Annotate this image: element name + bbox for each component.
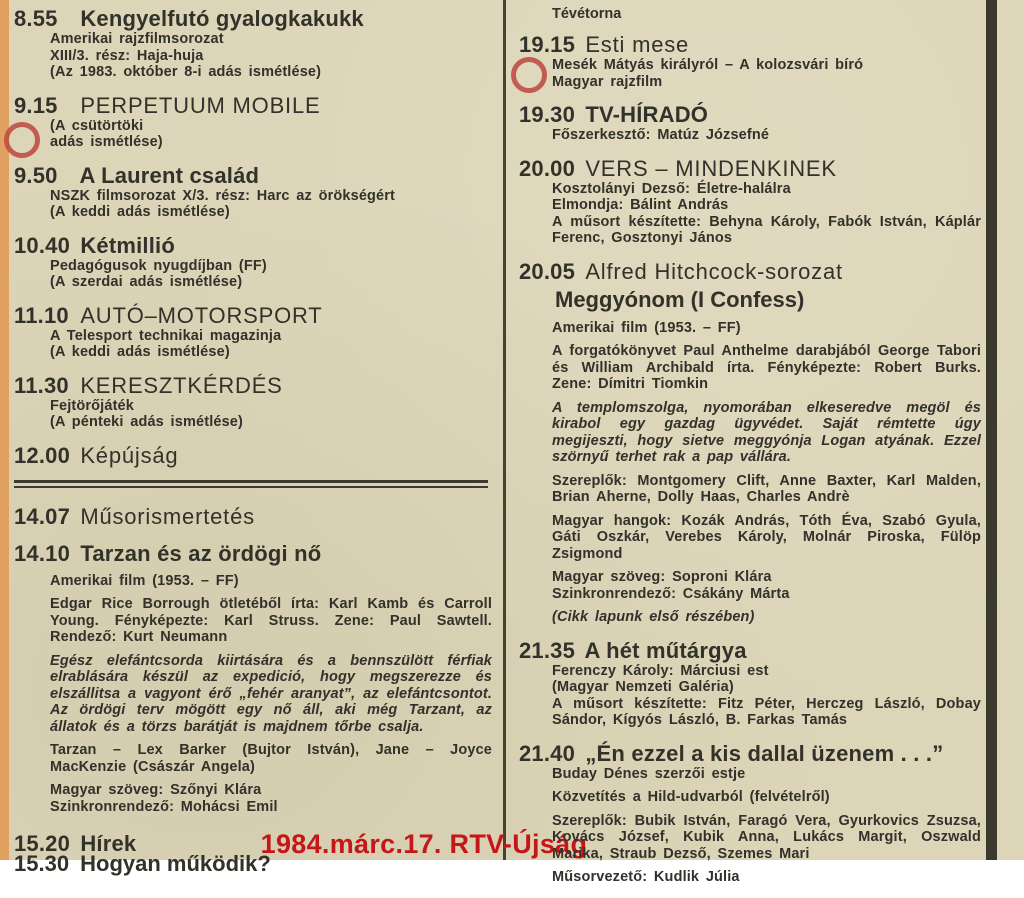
program-entry xyxy=(519,741,981,886)
program-time: 20.00 xyxy=(519,155,576,181)
program-head xyxy=(14,163,492,188)
program-detail: Közvetítés a Hild-udvarból (felvételről) xyxy=(552,789,830,805)
previous-entry-tail: Tévétorna xyxy=(552,6,622,22)
program-detail: Főszerkesztő: Matúz Józsefné xyxy=(552,127,770,143)
program-time: 15.30 xyxy=(14,851,70,876)
date-caption: 1984.márc.17. RTV-Újság xyxy=(260,829,588,859)
program-time: 11.30 xyxy=(14,372,69,398)
section-divider-rule xyxy=(14,480,488,488)
program-detail: Buday Dénes szerzői estje xyxy=(552,765,746,782)
program-cast: Szereplők: Montgomery Clift, Anne Baxter, Karl Malden, Brian Aherne, Dolly Haas, Charles Andrè xyxy=(552,472,981,505)
program-time: 20.05 xyxy=(519,258,576,284)
program-detail: (A csütörtöki xyxy=(50,117,144,134)
clipped-program-line xyxy=(14,851,492,877)
program-entry xyxy=(14,233,492,291)
program-time: 15.20 xyxy=(14,831,71,856)
program-head xyxy=(14,504,492,529)
program-time: 10.40 xyxy=(14,232,71,258)
program-credits: Edgar Rice Borrough ötletéből írta: Karl Kamb és Carroll Young. Fényképezte: Karl Struss. Zene: Paul Sawtell. Rendező: Kurt Neumann xyxy=(50,596,492,645)
program-time: 19.15 xyxy=(519,32,576,57)
program-detail: (A keddi adás ismétlése) xyxy=(50,204,230,220)
program-synopsis: Egész elefántcsorda kiirtására és a bennszülött férfiak elrablására készül az expedició, hogy megszerezze és elszállitsa a vagyont érő „fehér aranyat”, az elefántcsontot. Az ördögi terv mögött egy nő áll, aki még Tarzant, az állatok és a törzs barátját is majdnem tőrbe csalja. xyxy=(50,652,492,735)
program-detail: Ferenczy Károly: Márciusi est xyxy=(552,662,769,679)
program-title: Képújság xyxy=(80,442,179,468)
program-voices: Magyar hangok: Kozák András, Tóth Éva, Szabó Gyula, Gáti Oszkár, Verebes Károly, Molnár Piroska, Fülöp Zsigmond xyxy=(552,512,981,562)
program-detail: Amerikai rajzfilmsorozat xyxy=(50,31,224,47)
program-detail: Elmondja: Bálint András xyxy=(552,197,729,213)
right-column xyxy=(519,4,981,898)
program-head xyxy=(14,443,492,468)
program-hungarian-text: Magyar szöveg: Szőnyi Klára xyxy=(50,782,262,798)
program-detail: (A szerdai adás ismétlése) xyxy=(50,274,243,290)
program-detail: adás ismétlése) xyxy=(50,134,163,150)
program-entry xyxy=(519,259,981,626)
program-detail: NSZK filmsorozat X/3. rész: Harc az örökségért xyxy=(50,187,396,204)
program-format: Amerikai film (1953. – FF) xyxy=(552,319,741,336)
program-head xyxy=(14,233,492,258)
program-head xyxy=(519,32,981,57)
program-entry xyxy=(14,163,492,221)
program-head xyxy=(14,6,492,31)
program-hungarian-text: Magyar szöveg: Soproni Klára xyxy=(552,569,772,585)
program-title: A Laurent család xyxy=(79,162,260,188)
program-detail: Kosztolányi Dezső: Életre-halálra xyxy=(552,180,791,197)
program-detail: Fejtörőjáték xyxy=(50,397,134,414)
program-entry xyxy=(519,32,981,90)
program-time: 21.35 xyxy=(519,637,576,663)
program-detail: (Magyar Nemzeti Galéria) xyxy=(552,679,734,695)
program-entry xyxy=(14,6,492,81)
program-head xyxy=(519,741,981,766)
program-detail: (Az 1983. október 8-i adás ismétlése) xyxy=(50,64,322,80)
program-title: „Én ezzel a kis dallal üzenem . . .” xyxy=(585,740,944,766)
program-title: AUTÓ–MOTORSPORT xyxy=(80,302,323,328)
program-head xyxy=(14,93,492,118)
program-title: Tarzan és az ördögi nő xyxy=(80,540,322,566)
program-entry xyxy=(519,638,981,729)
program-title: PERPETUUM MOBILE xyxy=(80,92,321,118)
program-host: Műsorvezető: Kudlik Júlia xyxy=(552,869,740,885)
program-head xyxy=(519,156,981,181)
program-time: 11.10 xyxy=(14,302,69,328)
program-entry xyxy=(14,303,492,361)
program-detail: Mesék Mátyás királyról – A kolozsvári bíró xyxy=(552,57,864,73)
program-detail: Magyar rajzfilm xyxy=(552,73,663,90)
column-divider-rule xyxy=(503,0,506,860)
program-sync-director: Szinkronrendező: Mohácsi Emil xyxy=(50,798,278,815)
program-note: (Cikk lapunk első részében) xyxy=(552,609,755,625)
program-time: 8.55 xyxy=(14,6,58,31)
program-title: Hogyan működik? xyxy=(80,851,271,876)
program-sync-director: Szinkronrendező: Csákány Márta xyxy=(552,585,790,602)
program-credits: A műsort készítette: Behyna Károly, Fabók István, Káplár Ferenc, Gosztonyi János xyxy=(552,213,981,246)
program-title: TV-HÍRADÓ xyxy=(585,102,709,127)
program-entry xyxy=(519,102,981,144)
program-time: 12.00 xyxy=(14,442,71,468)
program-head xyxy=(519,259,981,284)
program-time: 21.40 xyxy=(519,740,576,766)
program-detail: XIII/3. rész: Haja-huja xyxy=(50,47,204,64)
program-head xyxy=(14,541,492,566)
program-title: Esti mese xyxy=(585,32,690,57)
program-credits: A forgatókönyvet Paul Anthelme darabjából George Tabori és William Archibald írta. Fényképezte: Robert Burks. Zene: Dímitri Tiomkin xyxy=(552,343,981,392)
program-title: VERS – MINDENKINEK xyxy=(585,155,837,181)
repeat-marker-circle-icon xyxy=(511,57,547,93)
program-entry xyxy=(14,93,492,151)
program-entry xyxy=(14,541,492,816)
program-entry xyxy=(14,443,492,468)
program-time: 14.07 xyxy=(14,503,71,529)
program-subtitle: Meggyónom (I Confess) xyxy=(555,286,805,312)
program-entry xyxy=(519,156,981,247)
program-detail: Pedagógusok nyugdíjban (FF) xyxy=(50,257,267,274)
program-entry xyxy=(14,373,492,431)
program-title: KERESZTKÉRDÉS xyxy=(80,372,283,398)
program-head xyxy=(14,373,492,398)
program-detail: (A keddi adás ismétlése) xyxy=(50,344,230,360)
program-time: 19.30 xyxy=(519,102,576,127)
program-head xyxy=(14,303,492,328)
program-format: Amerikai film (1953. – FF) xyxy=(50,572,239,589)
program-title: Alfred Hitchcock-sorozat xyxy=(585,258,843,284)
program-title: Műsorismertetés xyxy=(80,503,255,529)
program-synopsis: A templomszolga, nyomorában elkeseredve megöl és kirabol egy gazdag ügyvédet. Saját rémtette úgy megijeszti, hogy sietve meggyónja Logan atyának. Ezzel szörnyű terhet rak a pap vállára. xyxy=(552,399,981,465)
program-cast: Tarzan – Lex Barker (Bujtor István), Jane – Joyce MacKenzie (Császár Angela) xyxy=(50,742,492,775)
program-title: Kétmillió xyxy=(80,232,176,258)
program-time: 9.15 xyxy=(14,92,58,118)
program-credits: A műsort készítette: Fitz Péter, Herczeg László, Dobay Sándor, Kígyós László, B. Farkas Tamás xyxy=(552,695,981,728)
repeat-marker-circle-icon xyxy=(4,122,40,158)
program-head xyxy=(519,102,981,127)
program-head xyxy=(519,638,981,663)
program-title: A hét műtárgya xyxy=(584,637,747,663)
program-time: 9.50 xyxy=(14,162,58,188)
program-entry xyxy=(14,504,492,529)
program-title: Hírek xyxy=(80,831,137,856)
program-detail: (A pénteki adás ismétlése) xyxy=(50,414,243,430)
program-detail: A Telesport technikai magazinja xyxy=(50,327,282,344)
page-right-rule xyxy=(986,0,997,860)
program-time: 14.10 xyxy=(14,540,71,566)
program-title: Kengyelfutó gyalogkakukk xyxy=(80,6,364,31)
program-cast: Szereplők: Bubik István, Faragó Vera, Gyurkovics Zsuzsa, Kovács József, Kubik Anna, Lukács Margit, Oszwald Marika, Straub Dezső, Szemes Mari xyxy=(552,812,981,862)
